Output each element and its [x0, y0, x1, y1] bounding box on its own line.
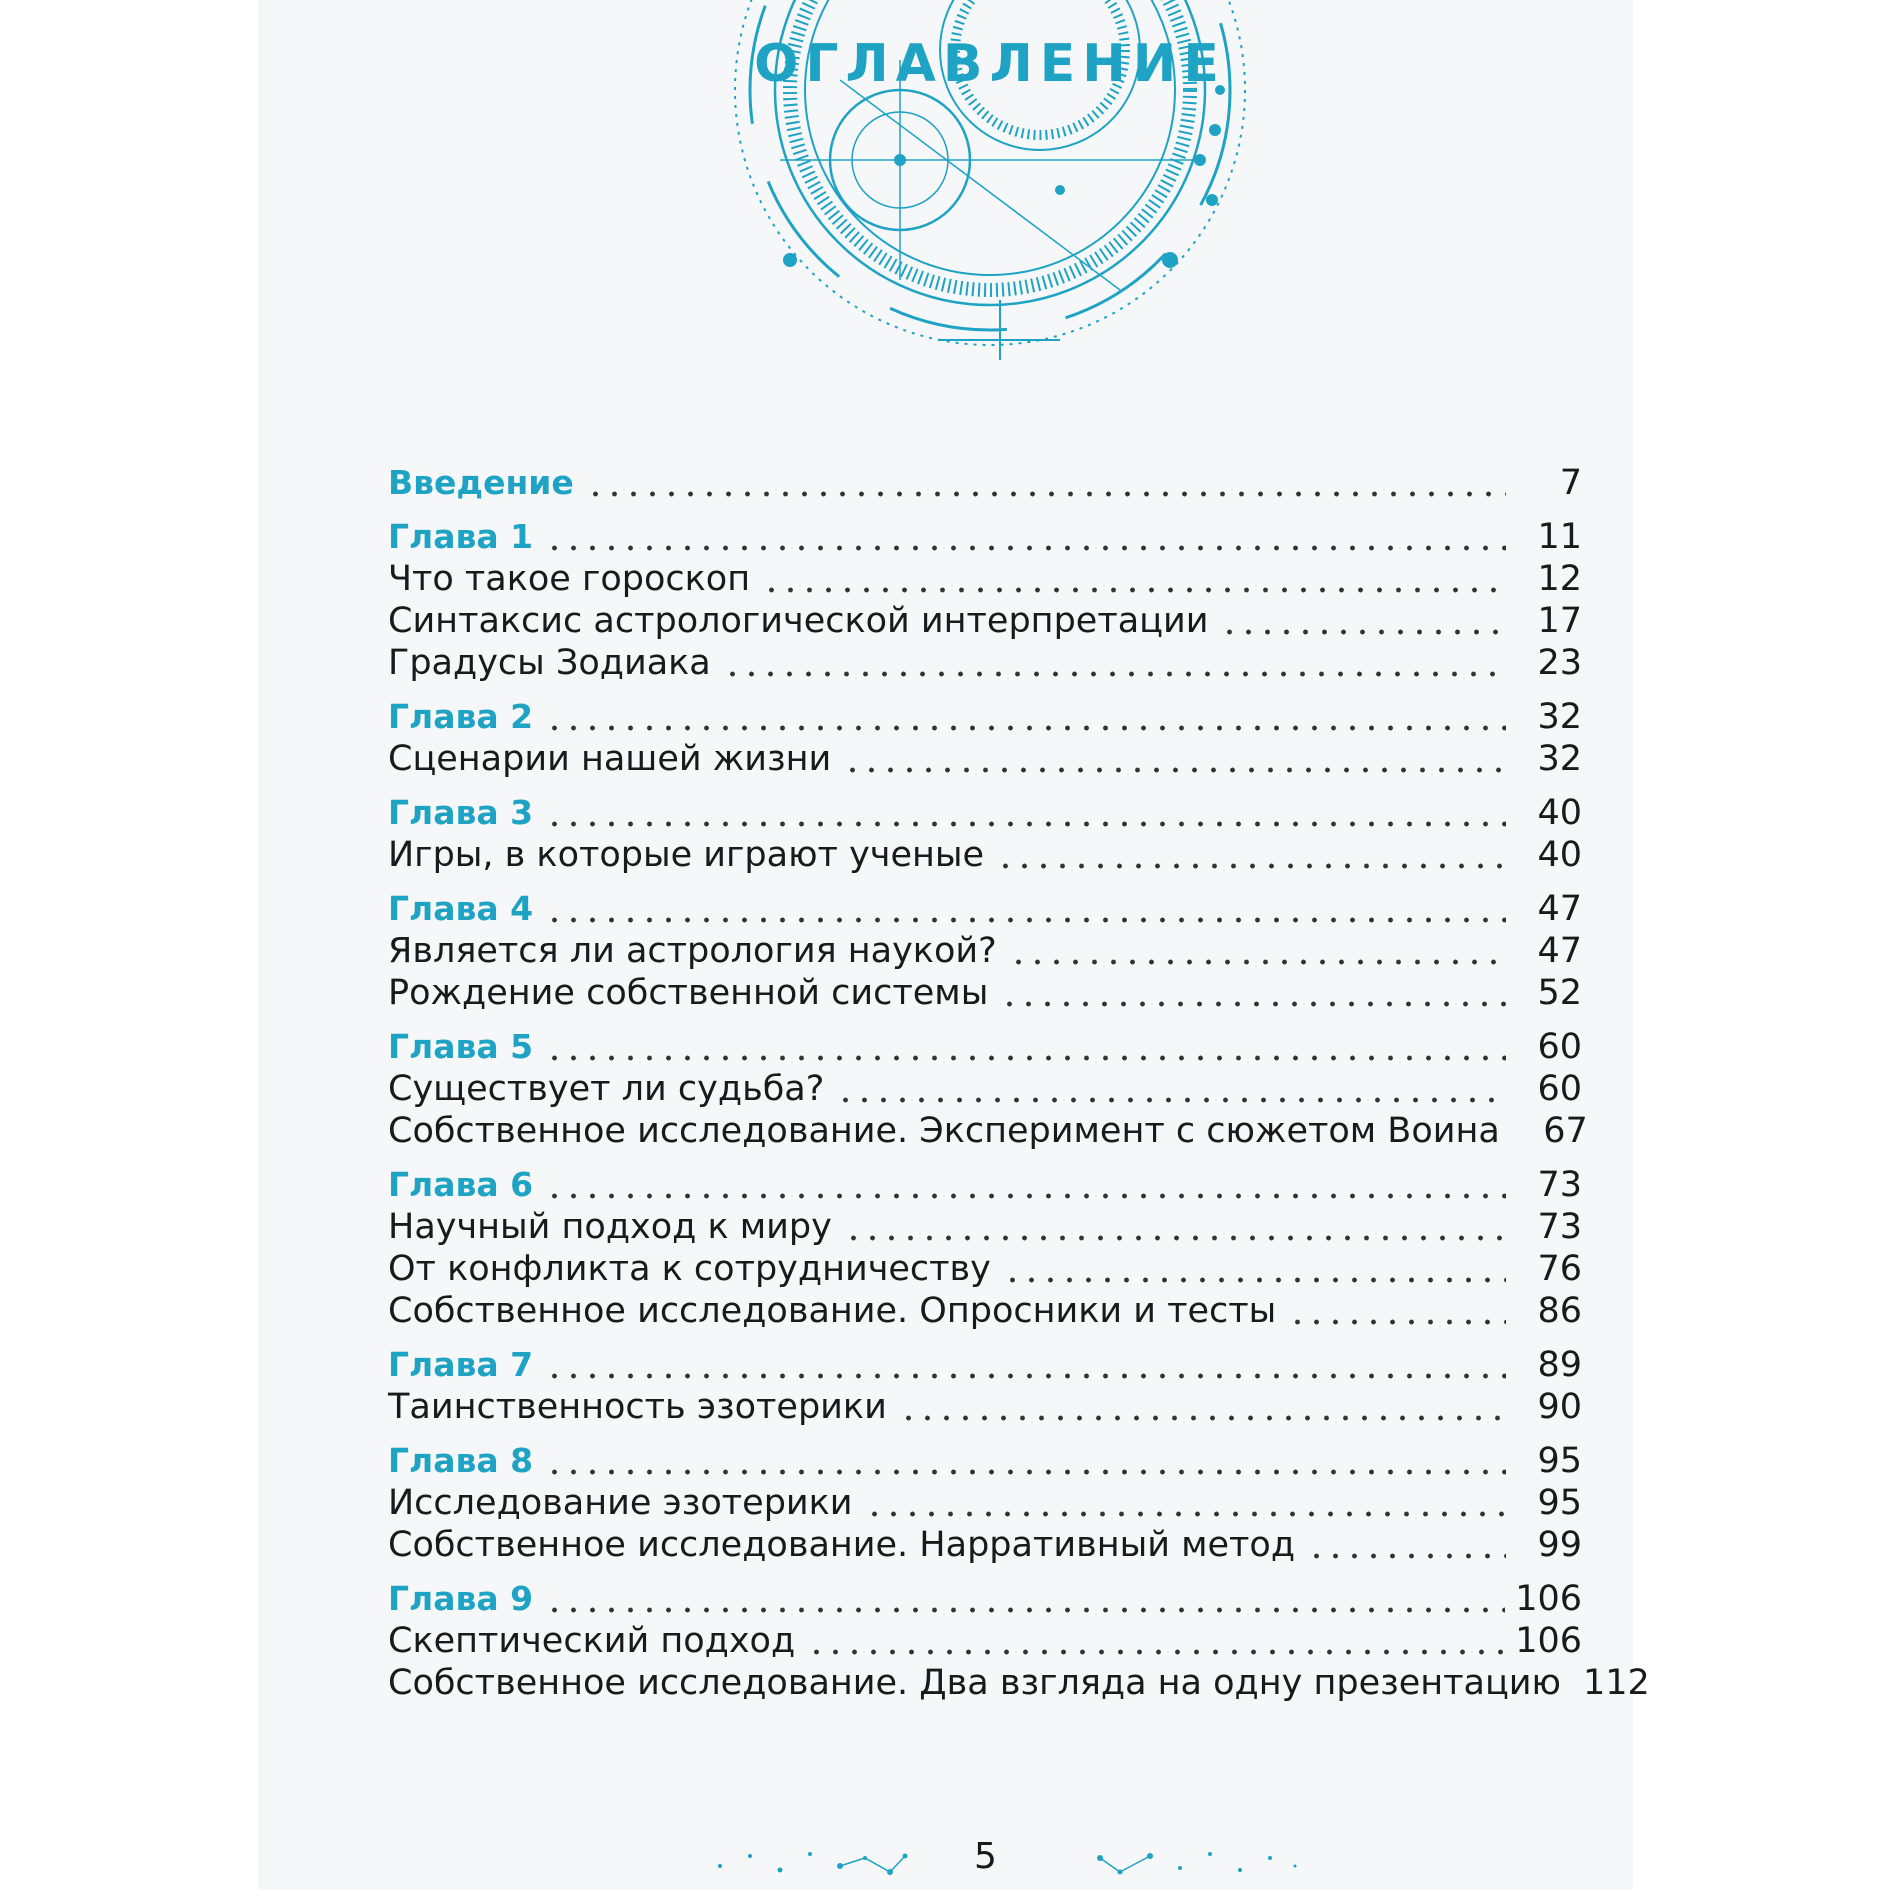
- dot-leader: [844, 1212, 1506, 1242]
- toc-chapter-row: [388, 1578, 1582, 1620]
- toc-page-number: 95: [1537, 1483, 1582, 1523]
- toc-entry-title: Существует ли судьба?: [388, 1069, 825, 1109]
- toc-section-row: [388, 738, 1582, 780]
- toc-entry-title: Глава 2: [388, 697, 534, 736]
- dot-leader: [545, 702, 1506, 732]
- toc-page-number: 17: [1537, 601, 1582, 641]
- toc-chapter-row: [388, 792, 1582, 834]
- toc-page-number: 52: [1537, 973, 1582, 1013]
- dot-leader: [545, 1032, 1506, 1062]
- dot-leader: [1307, 1530, 1506, 1560]
- dot-leader: [545, 798, 1506, 828]
- toc-entry-title: Собственное исследование. Эксперимент с сюжетом Воина: [388, 1111, 1500, 1151]
- toc-section-row: [388, 558, 1582, 600]
- dot-leader: [836, 1074, 1506, 1104]
- toc-section-row: [388, 1206, 1582, 1248]
- dot-leader: [843, 744, 1506, 774]
- toc-page-number: 89: [1537, 1345, 1582, 1385]
- toc-page-number: 40: [1537, 793, 1582, 833]
- toc-entry-title: Что такое гороскоп: [388, 559, 751, 599]
- toc-section-row: [388, 600, 1582, 642]
- toc-entry-title: Глава 9: [388, 1579, 534, 1618]
- toc-entry-title: Глава 1: [388, 517, 534, 556]
- toc-entry-title: Глава 5: [388, 1027, 534, 1066]
- toc-page-number: 86: [1537, 1291, 1582, 1331]
- dot-leader: [1003, 1254, 1506, 1284]
- toc-entry-title: Собственное исследование. Два взгляда на одну презентацию: [388, 1663, 1561, 1703]
- toc-entry-title: Глава 3: [388, 793, 534, 832]
- page-number: 5: [974, 1836, 997, 1877]
- toc-entry-title: Является ли астрология наукой?: [388, 931, 997, 971]
- toc-section-row: [388, 930, 1582, 972]
- toc-page-number: 11: [1537, 517, 1582, 557]
- dot-leader: [723, 648, 1506, 678]
- toc-section-row: [388, 972, 1582, 1014]
- toc-chapter-row: [388, 696, 1582, 738]
- toc-entry-title: Скептический подход: [388, 1621, 796, 1661]
- toc-page-number: 60: [1537, 1069, 1582, 1109]
- page-title: ОГЛАВЛЕНИЕ: [754, 34, 1226, 94]
- toc-page-number: 73: [1537, 1165, 1582, 1205]
- toc-page-number: 76: [1537, 1249, 1582, 1289]
- toc-entry-title: Глава 8: [388, 1441, 534, 1480]
- dot-leader: [865, 1488, 1506, 1518]
- toc-section-row: [388, 1110, 1588, 1152]
- toc-entry-title: Собственное исследование. Опросники и тесты: [388, 1291, 1277, 1331]
- toc-page-number: 7: [1559, 463, 1582, 503]
- dot-leader: [762, 564, 1506, 594]
- toc-entry-title: Глава 6: [388, 1165, 534, 1204]
- dot-leader: [545, 1584, 1505, 1614]
- toc-entry-title: Исследование эзотерики: [388, 1483, 853, 1523]
- toc-page-number: 47: [1537, 889, 1582, 929]
- toc-entry-title: Игры, в которые играют ученые: [388, 835, 985, 875]
- dot-leader: [586, 468, 1506, 498]
- toc-entry-title: Градусы Зодиака: [388, 643, 711, 683]
- toc-section-row: [388, 1386, 1582, 1428]
- toc-page-number: 32: [1537, 697, 1582, 737]
- toc-page-number: 106: [1515, 1621, 1582, 1661]
- toc-page-number: 32: [1537, 739, 1582, 779]
- toc-section-row: [388, 1068, 1582, 1110]
- toc-page-number: 67: [1543, 1111, 1588, 1151]
- toc-chapter-row: [388, 462, 1582, 504]
- table-of-contents: [388, 462, 1650, 1704]
- toc-section-row: [388, 834, 1582, 876]
- toc-page-number: 47: [1537, 931, 1582, 971]
- constellation-icon: [690, 1836, 1310, 1886]
- toc-entry-title: Собственное исследование. Нарративный метод: [388, 1525, 1296, 1565]
- toc-entry-title: Глава 4: [388, 889, 534, 928]
- dot-leader: [996, 840, 1506, 870]
- dot-leader: [545, 1350, 1506, 1380]
- toc-page-number: 12: [1537, 559, 1582, 599]
- toc-entry-title: Глава 7: [388, 1345, 534, 1384]
- toc-page-number: 60: [1537, 1027, 1582, 1067]
- toc-chapter-row: [388, 1164, 1582, 1206]
- toc-entry-title: От конфликта к сотрудничеству: [388, 1249, 991, 1289]
- toc-page-number: 106: [1515, 1579, 1582, 1619]
- dot-leader: [1220, 606, 1506, 636]
- toc-chapter-row: [388, 888, 1582, 930]
- toc-section-row: [388, 1248, 1582, 1290]
- dot-leader: [545, 894, 1506, 924]
- toc-chapter-row: [388, 1026, 1582, 1068]
- toc-page-number: 40: [1537, 835, 1582, 875]
- toc-section-row: [388, 1290, 1582, 1332]
- dot-leader: [807, 1626, 1505, 1656]
- dot-leader: [545, 1170, 1506, 1200]
- toc-chapter-row: [388, 1440, 1582, 1482]
- dot-leader: [899, 1392, 1506, 1422]
- toc-page-number: 73: [1537, 1207, 1582, 1247]
- toc-section-row: [388, 1524, 1582, 1566]
- toc-entry-title: Рождение собственной системы: [388, 973, 989, 1013]
- toc-page-number: 99: [1537, 1525, 1582, 1565]
- dot-leader: [545, 1446, 1506, 1476]
- toc-page-number: 23: [1537, 643, 1582, 683]
- toc-section-row: [388, 1620, 1582, 1662]
- dot-leader: [1288, 1296, 1506, 1326]
- toc-entry-title: Научный подход к миру: [388, 1207, 832, 1247]
- toc-page-number: 90: [1537, 1387, 1582, 1427]
- dot-leader: [1000, 978, 1506, 1008]
- toc-chapter-row: [388, 1344, 1582, 1386]
- toc-entry-title: Сценарии нашей жизни: [388, 739, 832, 779]
- toc-section-row: [388, 642, 1582, 684]
- dot-leader: [545, 522, 1506, 552]
- toc-page-number: 112: [1583, 1663, 1650, 1703]
- dot-leader: [1009, 936, 1506, 966]
- toc-entry-title: Таинственность эзотерики: [388, 1387, 887, 1427]
- toc-section-row: [388, 1662, 1650, 1704]
- toc-page-number: 95: [1537, 1441, 1582, 1481]
- toc-section-row: [388, 1482, 1582, 1524]
- toc-chapter-row: [388, 516, 1582, 558]
- toc-entry-title: Синтаксис астрологической интерпретации: [388, 601, 1209, 641]
- toc-entry-title: Введение: [388, 463, 574, 502]
